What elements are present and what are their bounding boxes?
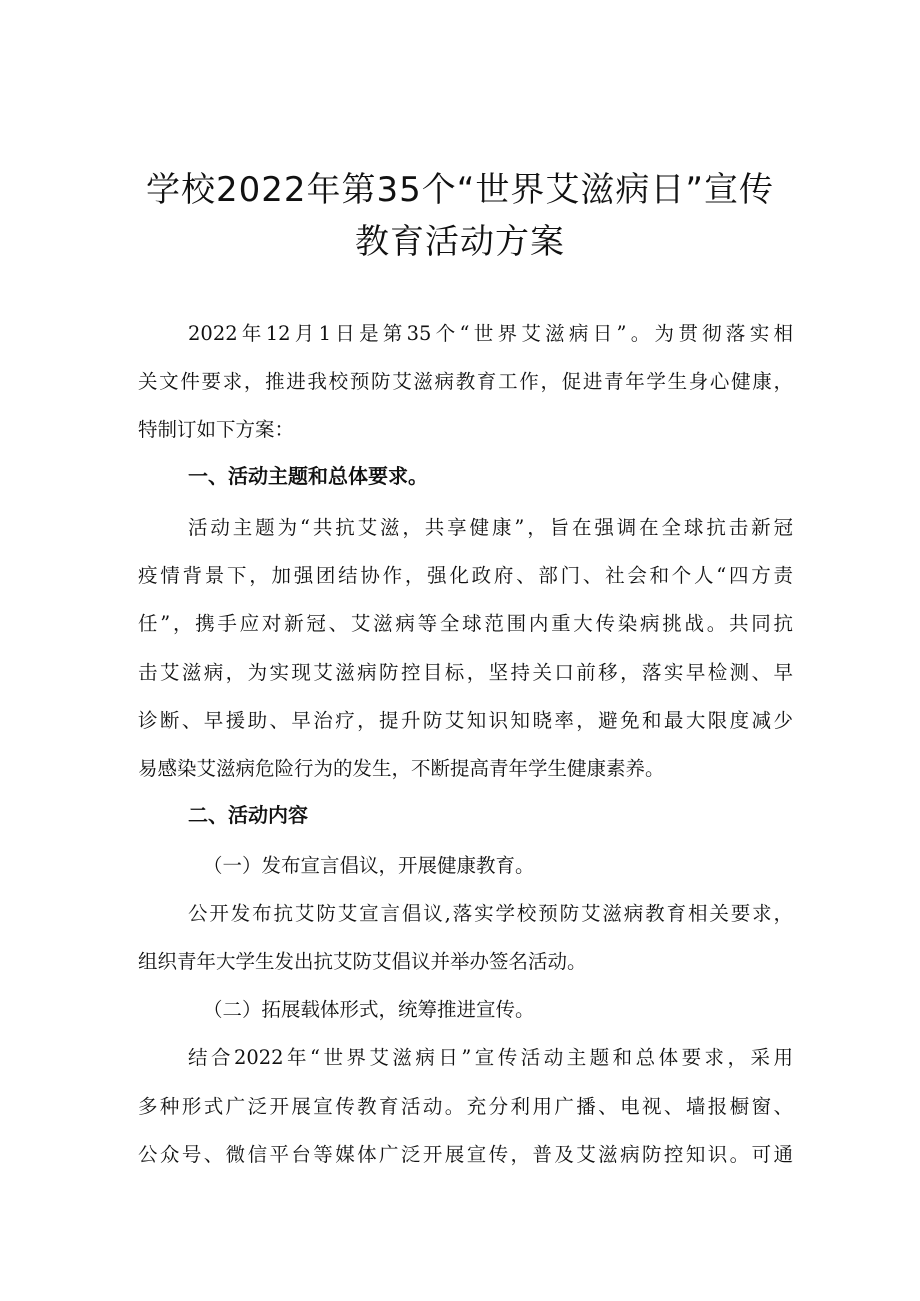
section-1-line-3: 任”，携手应对新冠、艾滋病等全球范围内重大传染病挑战。共同抗 <box>138 612 793 635</box>
subsection-1-heading: （一）发布宣言倡议，开展健康教育。 <box>203 854 535 877</box>
section-1-line-6: 易感染艾滋病危险行为的发生，不断提高青年学生健康素养。 <box>138 757 665 780</box>
section-1-line-4: 击艾滋病，为实现艾滋病防控目标，坚持关口前移，落实早检测、早 <box>138 661 793 684</box>
section-2-heading: 二、活动内容 <box>188 803 308 827</box>
intro-line-2: 关文件要求，推进我校预防艾滋病教育工作，促进青年学生身心健康， <box>138 370 793 393</box>
subsection-1-line-1: 公开发布抗艾防艾宣言倡议,落实学校预防艾滋病教育相关要求， <box>188 902 793 925</box>
section-1-line-5: 诊断、早援助、早治疗，提升防艾知识知晓率，避免和最大限度减少 <box>138 709 793 732</box>
document-title-line-1: 学校2022年第35个“世界艾滋病日”宣传 <box>145 170 775 210</box>
intro-line-3: 特制订如下方案： <box>138 418 295 441</box>
section-1-line-2: 疫情背景下，加强团结协作，强化政府、部门、社会和个人“四方责 <box>138 564 793 587</box>
subsection-1-line-2: 组织青年大学生发出抗艾防艾倡议并举办签名活动。 <box>138 950 587 973</box>
section-1-line-1: 活动主题为“共抗艾滋，共享健康”，旨在强调在全球抗击新冠 <box>188 516 793 539</box>
section-1-heading: 一、活动主题和总体要求。 <box>188 464 428 488</box>
subsection-2-heading: （二）拓展载体形式，统筹推进宣传。 <box>203 998 535 1021</box>
subsection-2-line-1: 结合2022年“世界艾滋病日”宣传活动主题和总体要求，采用 <box>188 1046 793 1069</box>
subsection-2-line-3: 公众号、微信平台等媒体广泛开展宣传，普及艾滋病防控知识。可通 <box>138 1143 793 1166</box>
intro-line-1: 2022年12月1日是第35个“世界艾滋病日”。为贯彻落实相 <box>188 322 793 345</box>
document-title-line-2: 教育活动方案 <box>355 222 565 262</box>
subsection-2-line-2: 多种形式广泛开展宣传教育活动。充分利用广播、电视、墙报橱窗、 <box>138 1095 793 1118</box>
